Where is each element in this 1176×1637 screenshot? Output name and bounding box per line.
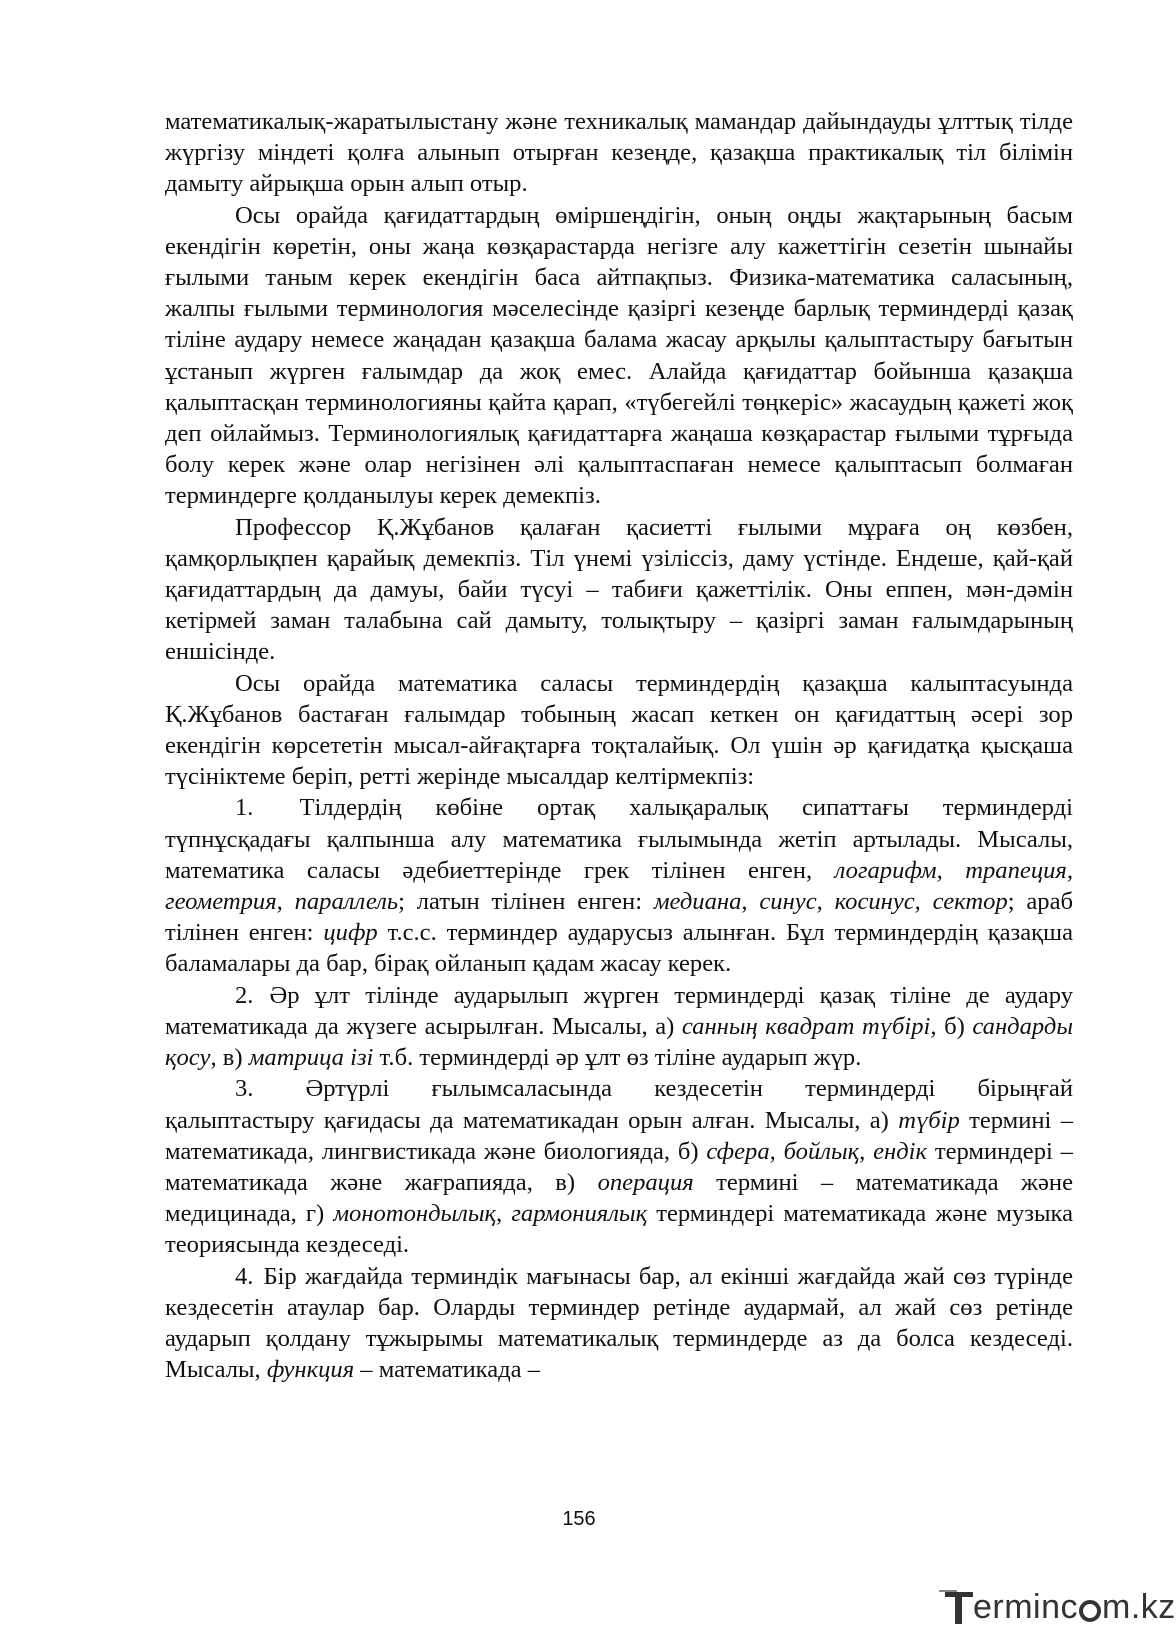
italic-term: монотондылық, гармониялық [333,1200,648,1228]
text-run: Тілдердің көбіне ортақ халықаралық сипаттағы терминдерді түпнұсқадағы қалпынша алу математика ғылымында жетіп артылады. Мысалы, математика саласы әдебиеттерінде грек тілінен енген, [165,794,1073,884]
numbered-paragraph [165,1261,1073,1386]
italic-term: цифр [323,919,378,947]
numbered-paragraph [165,1073,1073,1260]
text-run: ; араб тілінен енген: [165,888,1073,947]
list-number: 2. [235,981,254,1009]
document-body [165,106,1073,1385]
text-run: Профессор Қ.Жұбанов қалаған қасиетті ғылыми мұраға оң көзбен, қамқорлықпен қарайық демекпіз. Тіл үнемі үзіліссіз, даму үстінде. Ендеше, қай-қай қағидаттардың да дамуы, байи түсуі – табиғи қажеттілік. Оны еппен, мән-дәмін кетірмей заман талабына сай дамыту, толықтыру – қазіргі заман ғалымдарының еншісінде. [165,513,1073,666]
italic-term: сандарды қосу [165,1012,1073,1072]
paragraph [165,512,1073,668]
italic-term: медиана, синус, косинус, сектор [653,888,1008,916]
list-number: 3. [235,1075,254,1103]
text-run: Әртүрлі ғылымсаласында кездесетін терминдерді бірыңғай қалыптастыру қағидасы да математикадан орын алған. Мысалы, а) [165,1075,1073,1134]
text-run: термині – математикада, лингвистикада және биологияда, б) [165,1106,1074,1165]
paragraph [165,106,1073,200]
text-run: , б) [930,1012,973,1040]
text-run: Әр ұлт тілінде аударылып жүрген терминдерді қазақ тіліне де аудару математикада да жүзеге асырылған. Мысалы, а) [165,981,1073,1040]
logo-o-mark [1079,1600,1101,1622]
text-run: , в) [210,1044,249,1072]
italic-term: матрица ізі [248,1044,374,1072]
text-run: ; латын тілінен енген: [398,888,654,916]
italic-term: түбір [898,1106,960,1134]
text-run: Осы орайда математика саласы терминдердің қазақша калыптасуында Қ.Жұбанов бастаған ғалымдар тобының жасап кеткен он қағидаттың әсері зор екендігін көрсететін мысал-айғақтарға тоқталайық. Ол үшін әр қағидатқа қысқаша түсініктеме беріп, ретті жерінде мысалдар келтірмекпіз: [165,669,1073,791]
numbered-paragraph [165,980,1073,1074]
paragraph [165,200,1073,512]
text-run: Осы орайда қағидаттардың өміршеңдігін, оның оңды жақтарының басым екендігін көретін, оны жаңа көзқарастарда негізге алу кажеттігін сезетін шынайы ғылыми таным керек екендігін баса айтпақпыз. Физика-математика саласының, жалпы ғылыми терминология мәселесінде қазіргі кезеңде барлық терминдерді қазақ тіліне аудару немесе жаңадан қазақша балама жасау арқылы қалыптастыру бағытын ұстанып жүрген ғалымдар да жоқ емес. Алайда қағидаттар бойынша қазақша қалыптасқан терминологияны қайта қарап, «түбегейлі төңкеріс» жасаудың қажеті жоқ деп ойлаймыз. Терминологиялық қағидаттарға жаңаша көзқарастар ғылыми тұрғыда болу керек және олар негізінен әлі қалыптаспаған немесе қалыптасып болмаған терминдерге қолданылуы керек демекпіз. [165,201,1073,510]
text-run: Бір жағдайда терминдік мағынасы бар, ал екінші жағдайда жай сөз түрінде кездесетін атаулар бар. Оларды терминдер ретінде аудармай, ал жай сөз ретінде аударып қолдану тұжырымы математикалық терминдерде аз да болса кездеседі. Мысалы, [165,1262,1073,1384]
text-run: термині – математикада және медицинада, г) [165,1168,1073,1228]
text-run: терминдері – математикада және жағрапияда, в) [165,1137,1073,1196]
logo-text-c: c [1060,1588,1079,1626]
list-number: 4. [235,1262,254,1290]
termincom-logo [945,1584,1176,1624]
numbered-paragraph [165,792,1073,979]
text-run: т.с.с. терминдер аударусыз алынған. Бұл терминдердің қазақша баламалары да бар, бірақ ойланып қадам жасау керек. [165,919,1073,978]
text-run: т.б. терминдерді әр ұлт өз тіліне аударып жүр. [373,1044,862,1072]
logo-t-mark [945,1590,973,1624]
paragraph [165,668,1073,793]
italic-term: сфера, бойлық, ендік [706,1137,927,1165]
italic-term: логарифм, трапеция, геометрия, параллель [165,856,1073,916]
list-number: 1. [235,794,254,822]
page-number: 156 [562,1508,596,1530]
italic-term: санның квадрат түбірі [681,1012,931,1040]
logo-text-part2: m.kz [1102,1588,1176,1626]
logo-text-part1: ermin [973,1588,1061,1626]
italic-term: операция [597,1168,694,1196]
text-run: – математикада – [354,1356,541,1384]
italic-term: функция [266,1356,355,1384]
text-run: терминдері математикада және музыка теориясында кездеседі. [165,1200,1074,1259]
text-run: математикалық-жаратылыстану және техникалық мамандар дайындауды ұлттық тілде жүргізу міндеті қолға алынып отырған кезеңде, қазақша практикалық тіл білімін дамыту айрықша орын алып отыр. [165,108,1073,198]
